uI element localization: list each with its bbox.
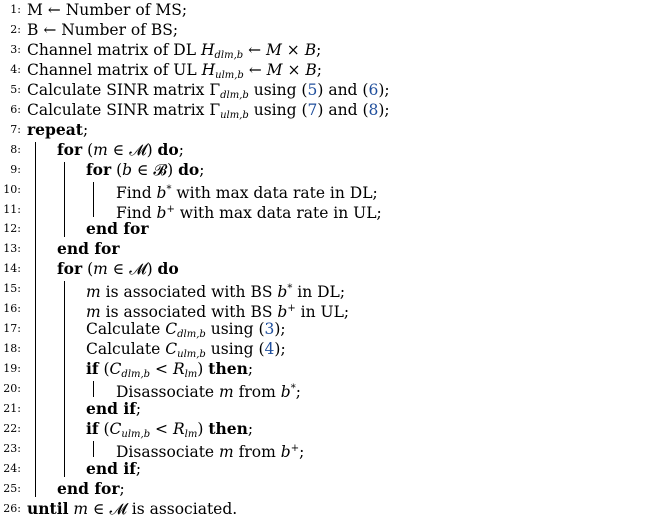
line-number: 14:	[3, 262, 21, 276]
algorithm-line	[0, 459, 653, 479]
keyword: then	[208, 359, 248, 379]
text-fragment: ∈ 𝓑)	[132, 160, 179, 179]
line-number: 4:	[10, 62, 21, 76]
text-fragment: <	[150, 360, 173, 379]
text-fragment: *	[290, 383, 296, 395]
text-fragment: dlm,b	[177, 329, 206, 341]
text-fragment: with max data rate in DL;	[171, 183, 378, 202]
text-fragment: R	[172, 419, 185, 438]
text-fragment: Find	[116, 203, 157, 222]
algorithm-line	[0, 180, 653, 200]
algorithm-line	[0, 120, 653, 140]
line-number: 7:	[10, 122, 21, 136]
text-fragment: );	[274, 340, 286, 359]
block-guide-line	[64, 281, 65, 477]
line-number: 10:	[3, 182, 21, 196]
algorithm-line	[0, 339, 653, 359]
line-number: 23:	[3, 441, 21, 455]
algorithm-line	[0, 279, 653, 302]
text-fragment: ulm,b	[215, 69, 244, 81]
line-content	[57, 259, 179, 279]
keyword: for	[57, 139, 83, 159]
text-fragment: dlm,b	[121, 369, 151, 381]
block-guide-line	[64, 162, 65, 238]
equation-ref: 5	[307, 80, 318, 99]
text-fragment: Disassociate	[116, 442, 220, 461]
line-number: 2:	[10, 22, 21, 36]
keyword: end for	[57, 239, 120, 259]
text-fragment: ;	[295, 383, 301, 402]
text-fragment: ;	[316, 60, 323, 79]
algorithm-line	[0, 219, 653, 239]
line-number: 26:	[3, 501, 21, 515]
line-number: 11:	[3, 202, 21, 216]
algorithm-line	[0, 479, 653, 499]
text-fragment: b	[277, 303, 288, 322]
text-fragment: m	[93, 140, 108, 159]
text-fragment: ;	[299, 442, 305, 461]
text-fragment: ulm,b	[121, 428, 151, 440]
algorithm-line	[0, 200, 653, 220]
line-number: 6:	[10, 102, 21, 116]
text-fragment: Channel matrix of DL	[27, 40, 201, 59]
line-number: 12:	[3, 222, 21, 236]
line-content	[57, 140, 184, 160]
text-fragment: R	[172, 360, 185, 379]
line-content	[57, 479, 125, 499]
text-fragment: is associated with BS	[100, 303, 278, 322]
text-fragment: ulm,b	[220, 109, 249, 121]
text-fragment: in UL;	[295, 303, 350, 322]
line-content	[86, 459, 141, 479]
text-fragment: );	[378, 100, 390, 119]
text-fragment: C	[109, 360, 122, 379]
algorithm-line	[0, 160, 653, 180]
algorithm-line	[0, 499, 653, 519]
equation-ref: 3	[264, 320, 275, 339]
text-fragment: m	[73, 499, 89, 518]
text-fragment: ;	[199, 160, 205, 179]
text-fragment: ;	[316, 40, 322, 59]
text-fragment: B	[304, 40, 317, 59]
text-fragment: +	[166, 203, 175, 215]
text-fragment: B ← Number of BS;	[27, 20, 179, 39]
keyword: if	[86, 418, 99, 438]
text-fragment: ;	[119, 479, 125, 498]
text-fragment: H	[201, 60, 216, 79]
text-fragment: *	[166, 183, 172, 195]
text-fragment: ) and (	[317, 80, 369, 99]
line-number: 8:	[10, 142, 21, 156]
text-fragment: +	[287, 303, 296, 315]
line-number: 19:	[3, 362, 21, 376]
text-fragment: lm	[184, 428, 198, 440]
line-number: 24:	[3, 461, 21, 475]
text-fragment: M ← Number of MS;	[27, 1, 188, 19]
algorithm-line	[0, 40, 653, 60]
line-number: 13:	[3, 242, 21, 256]
text-fragment: B	[305, 60, 317, 79]
algorithm-line	[0, 299, 653, 322]
text-fragment: m	[93, 260, 108, 279]
text-fragment: Disassociate	[116, 383, 220, 402]
algorithm-line	[0, 319, 653, 339]
text-fragment: ∈ 𝓜 is associated.	[88, 499, 238, 518]
line-content	[86, 219, 149, 239]
keyword: do	[157, 259, 179, 279]
text-fragment: (	[82, 140, 94, 159]
block-guide-line	[93, 441, 94, 457]
text-fragment: (	[82, 260, 94, 279]
text-fragment: ;	[247, 360, 254, 379]
text-fragment: C	[165, 320, 178, 339]
line-content	[27, 499, 237, 519]
algorithm-line	[0, 439, 653, 459]
text-fragment: using (	[248, 80, 308, 99]
line-number: 9:	[10, 162, 21, 176]
text-fragment: Calculate	[86, 320, 166, 339]
text-fragment: m	[219, 442, 234, 461]
text-fragment: Calculate SINR matrix Γ	[27, 100, 221, 119]
text-fragment: using (	[205, 340, 265, 359]
text-fragment: dlm,b	[220, 89, 249, 101]
text-fragment: Find	[116, 183, 157, 202]
line-content	[57, 239, 120, 259]
text-fragment: from	[233, 383, 281, 402]
text-fragment: b	[122, 160, 133, 179]
text-fragment: Calculate	[86, 340, 166, 359]
text-fragment: M	[266, 40, 282, 59]
text-fragment: (	[98, 419, 110, 438]
algorithm-line	[0, 379, 653, 402]
text-fragment: )	[197, 360, 209, 379]
algorithm-line	[0, 60, 653, 80]
keyword: then	[208, 418, 248, 438]
text-fragment: ;	[247, 419, 254, 438]
text-fragment: ;	[135, 459, 142, 478]
text-fragment: Calculate SINR matrix Γ	[27, 80, 221, 99]
line-content	[86, 399, 141, 419]
text-fragment: ;	[135, 400, 142, 418]
line-number: 3:	[10, 42, 21, 56]
line-number: 15:	[3, 282, 21, 296]
text-fragment: M	[266, 60, 283, 79]
block-guide-line	[93, 381, 94, 397]
line-number: 5:	[10, 82, 21, 96]
text-fragment: ∈ 𝓜)	[107, 260, 158, 279]
text-fragment: lm	[184, 369, 198, 381]
line-content	[86, 160, 205, 180]
line-number: 1:	[10, 3, 21, 16]
text-fragment: Channel matrix of UL	[27, 60, 202, 79]
algorithm-line	[0, 140, 653, 160]
algorithm-line	[0, 80, 653, 100]
algorithm-line	[0, 20, 653, 40]
text-fragment: (	[111, 160, 123, 179]
algorithm-line	[0, 0, 653, 20]
keyword: do	[178, 159, 200, 179]
algorithm-line	[0, 100, 653, 120]
text-fragment: ←	[243, 40, 266, 59]
text-fragment: (	[98, 360, 110, 379]
text-fragment: from	[233, 442, 281, 461]
keyword: until	[27, 498, 69, 518]
block-guide-line	[93, 182, 94, 218]
text-fragment: )	[197, 419, 209, 438]
text-fragment: ←	[243, 60, 267, 79]
text-fragment: b	[277, 283, 288, 302]
text-fragment: using (	[205, 320, 265, 339]
text-fragment: using (	[248, 100, 308, 119]
algorithm-line	[0, 239, 653, 259]
text-fragment: *	[287, 283, 293, 295]
text-fragment: m	[86, 303, 101, 322]
keyword: do	[157, 139, 179, 159]
text-fragment: b	[280, 442, 291, 461]
keyword: end for	[57, 478, 120, 498]
line-number: 22:	[3, 421, 21, 435]
text-fragment: in DL;	[292, 283, 346, 302]
keyword: repeat	[27, 119, 83, 139]
line-number: 25:	[3, 481, 21, 495]
equation-ref: 4	[264, 340, 275, 359]
text-fragment: +	[290, 442, 300, 454]
text-fragment: );	[274, 320, 286, 339]
text-fragment: ×	[282, 60, 306, 79]
text-fragment: ulm,b	[177, 349, 206, 361]
keyword: if	[86, 359, 99, 379]
text-fragment: b	[156, 183, 167, 202]
text-fragment: b	[280, 383, 291, 402]
line-number: 20:	[3, 382, 21, 396]
algorithm-line	[0, 359, 653, 379]
text-fragment: C	[165, 340, 178, 359]
equation-ref: 8	[368, 100, 379, 119]
text-fragment: b	[156, 203, 167, 222]
line-number: 21:	[3, 402, 21, 415]
text-fragment: ×	[281, 40, 305, 59]
text-fragment: with max data rate in UL;	[174, 203, 382, 222]
text-fragment: m	[219, 383, 234, 402]
text-fragment: ) and (	[317, 100, 369, 119]
keyword: for	[57, 259, 83, 279]
keyword: end if	[86, 458, 136, 478]
keyword: end if	[86, 399, 136, 418]
algorithm-line	[0, 399, 653, 419]
text-fragment: ;	[82, 120, 89, 139]
line-number: 18:	[3, 342, 21, 356]
text-fragment: C	[109, 419, 122, 438]
text-fragment: <	[150, 419, 173, 438]
keyword: end for	[86, 219, 149, 239]
text-fragment: ∈ 𝓜)	[107, 140, 158, 159]
algorithm-line	[0, 259, 653, 279]
algorithm-line	[0, 419, 653, 439]
line-number: 16:	[3, 302, 21, 316]
text-fragment: ;	[178, 140, 184, 159]
block-guide-line	[35, 142, 36, 497]
line-number: 17:	[3, 322, 21, 336]
line-content	[27, 120, 88, 140]
text-fragment: dlm,b	[214, 49, 244, 61]
text-fragment: );	[378, 80, 390, 99]
equation-ref: 7	[307, 100, 318, 119]
equation-ref: 6	[368, 80, 379, 99]
text-fragment: is associated with BS	[100, 283, 278, 302]
keyword: for	[86, 159, 112, 179]
line-content	[27, 20, 178, 40]
text-fragment: m	[86, 283, 101, 302]
text-fragment: H	[200, 40, 215, 59]
line-content	[27, 0, 187, 20]
